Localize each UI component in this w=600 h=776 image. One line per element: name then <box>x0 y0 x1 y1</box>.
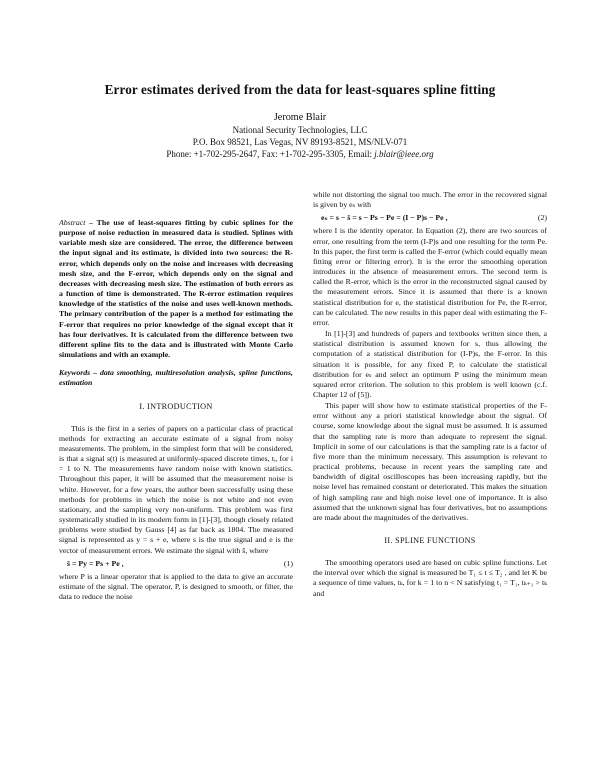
left-column <box>59 218 293 602</box>
abstract-text: – The use of least-squares fitting by cubic splines for the purpose of noise reduction in measured data is studied. Splines with variable mesh size are considered. The error, the difference between the input signal and its estimate, is divided into two sources: the R-error, which depends only on the noise and increases with decreasing mesh size, and the F-error, which depends only on the signal and decreases with decreasing mesh size. The estimation of both errors as a function of time is demonstrated. The R-error estimation requires knowledge of the statistics of the noise and uses well-known methods. The primary contribution of the paper is a method for estimating the F-error that requires no prior knowledge of the signal except that it has four derivatives. It is calculated from the difference between two different spline fits to the data and is illustrated with Monte Carlo simulations and with an example. <box>59 218 293 360</box>
intro-paragraph-2: where P is a linear operator that is applied to the data to give an accurate estimate of the signal. The operator, P, is designed to smooth, or filter, the data to reduce the noise <box>59 571 293 602</box>
section-heading-introduction: I. INTRODUCTION <box>139 401 213 411</box>
right-paragraph-3: In [1]-[3] and hundreds of papers and textbooks written since then, a statistical distribution is assumed known for s, thus allowing the computation of a statistical distribution for (I-P)s, the F-error. In this situation it is possible, for any fixed P, to calculate the statistical distribution for eₛ and select an optimum P using the minimum mean squared error criterion. The solution to this problem is well known (c.f. Chapter 12 of [5]). <box>313 329 547 399</box>
author-name: Jerome Blair <box>273 112 327 123</box>
intro-paragraph-1: This is the first in a series of papers on a particular class of practical methods for extracting an accurate estimate of a signal from noisy measurements. The problem, in the simplest form that will be considered, is that a signal s(t) is measured at uniformly-spaced discrete times, tᵢ, for i = 1 to N. The measurements have random noise with known statistics. Throughout this paper, it will be assumed that the measurement noise is white. However, for a few years, the author been successfully using these methods for problems in which the noise is not white and not even stationary, and the sampling very non-uniform. This problem was first systematically studied in its modern form in [1]-[3], though closely related problems were studied by Gauss [4] as far back as 1804. The measured signal is represented as y = s + e, where s is the true signal and e is the vector of measurement errors. We estimate the signal with ŝ, where <box>59 423 293 555</box>
contact-text: Phone: +1-702-295-2647, Fax: +1-702-295-3305, Email: <box>166 149 375 159</box>
paper-title: Error estimates derived from the data for least-squares spline fitting <box>104 82 496 97</box>
author-affiliation: National Security Technologies, LLC <box>232 125 368 135</box>
right-column <box>313 190 547 599</box>
equation-2 <box>313 213 547 223</box>
equation-1 <box>59 559 293 569</box>
right-paragraph-4: This paper will show how to estimate statistical properties of the F-error without any a priori statistical knowledge about the signal. Of course, some knowledge about the signal must be assumed. It is assumed that the sampling rate is more than adequate to represent the signal. Implicit in some of our calculations is that the sampling rate is a factor of five more than the minimum necessary. This assumption is relevant to practical problems, because in recent years the sampling rate and bandwidth of digital oscilloscopes has been increasing rapidly, but the noise level has remained constant or deteriorated. This makes the situation of high sampling rate and high noise level one of importance. It is also assumed that the unknown signal has four derivatives, but no assumptions are made about the magnitudes of the derivatives. <box>313 401 547 522</box>
keywords-text: – data smoothing, multiresolution analysis, spline functions, estimation <box>59 368 293 388</box>
equation-1-body: ŝ = Py = Ps + Pe , <box>67 558 124 568</box>
abstract-label: Abstract <box>59 218 86 227</box>
equation-2-body: eₛ = s − ŝ = s − Ps − Pe = (I − P)s − Pe , <box>321 213 448 223</box>
right-paragraph-1: while not distorting the signal too much. The error in the recovered signal is given by eₛ with <box>313 190 547 210</box>
abstract <box>59 218 293 360</box>
spline-paragraph-1: The smoothing operators used are based on cubic spline functions. Let the interval over which the signal is measured be T₁ ≤ t ≤ T₂ , and let K be a sequence of time values, tₖ, for k = 1 to n < N satisfying t₁ = T₁, tₖ₊₁ > tₖ and <box>313 558 547 598</box>
right-paragraph-2: where I is the identity operator. In Equation (2), there are two sources of error, one resulting from the term (I-P)s and one resulting for the term Pe. In this paper, the first term is called the F-error (which could equally mean fitting error or filtering error). It is the error the smoothing operation introduces in the absence of measurement errors. The second term is called the R-error, which is the error in the reconstructed signal caused by the measurement errors. Since it is assumed that there is a known statistical distribution for e, the statistical distribution for Pe, the R-error, can be calculated. The new results in this paper deal with estimating the F-error. <box>313 226 547 327</box>
keywords <box>59 368 293 388</box>
equation-1-number: (1) <box>283 558 293 568</box>
author-email[interactable]: j.blair@ieee.org <box>374 149 434 159</box>
equation-2-number: (2) <box>537 213 547 223</box>
author-contact <box>0 148 600 160</box>
keywords-label: Keywords <box>59 368 91 378</box>
section-heading-spline-functions: II. SPLINE FUNCTIONS <box>384 536 476 545</box>
author-address: P.O. Box 98521, Las Vegas, NV 89193-8521, MS/NLV-071 <box>192 137 408 147</box>
author-block <box>0 111 600 160</box>
